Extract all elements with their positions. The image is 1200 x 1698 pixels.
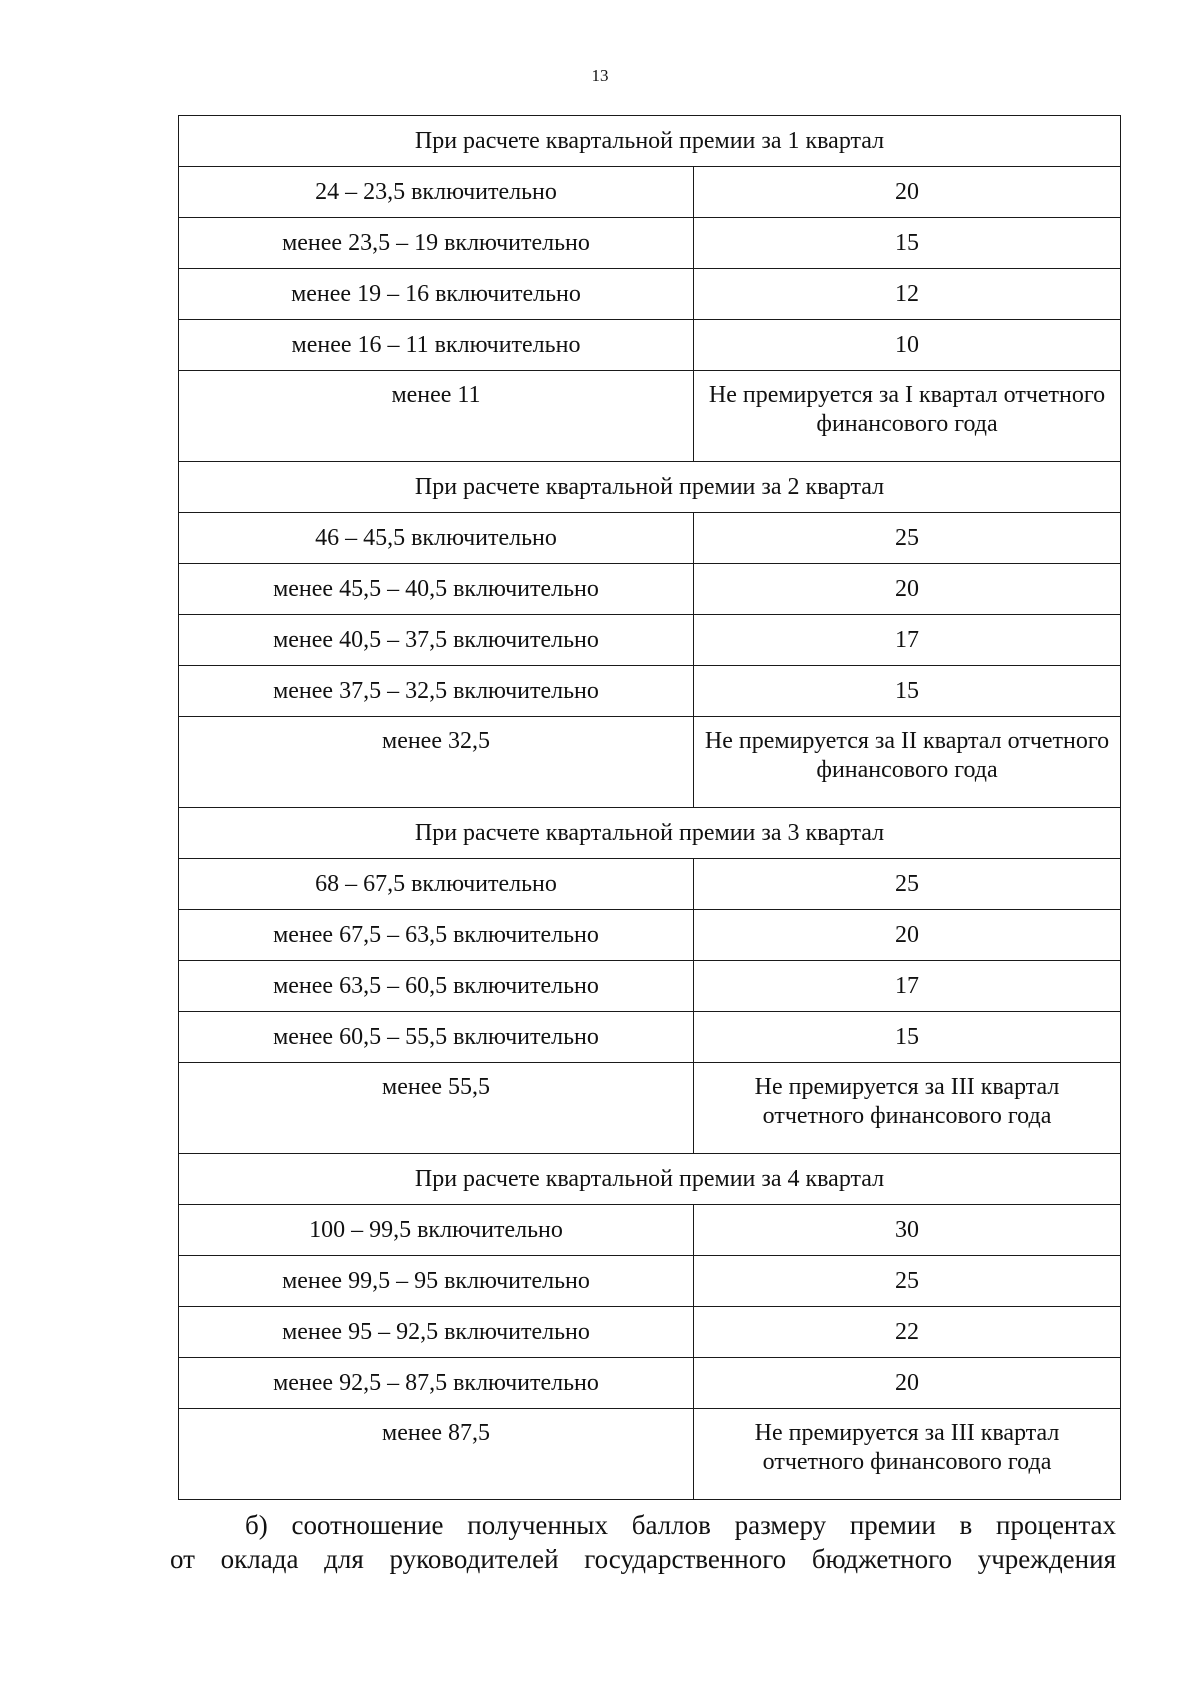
range-cell: менее 11 bbox=[179, 371, 694, 462]
range-cell: менее 23,5 – 19 включительно bbox=[179, 218, 694, 269]
range-cell: менее 45,5 – 40,5 включительно bbox=[179, 564, 694, 615]
range-cell: менее 95 – 92,5 включительно bbox=[179, 1307, 694, 1358]
section-header: При расчете квартальной премии за 3 квартал bbox=[179, 808, 1121, 859]
value-cell: 10 bbox=[694, 320, 1121, 371]
table-row bbox=[179, 218, 1121, 269]
footer-line-1: б) соотношение полученных баллов размеру премии в процентах bbox=[245, 1510, 1116, 1540]
table-row bbox=[179, 513, 1121, 564]
footer-line-2: от оклада для руководителей государственного бюджетного учреждения bbox=[170, 1544, 1116, 1574]
range-cell: менее 87,5 bbox=[179, 1409, 694, 1500]
section-header-row bbox=[179, 116, 1121, 167]
value-cell: 20 bbox=[694, 564, 1121, 615]
section-header: При расчете квартальной премии за 1 квартал bbox=[179, 116, 1121, 167]
section-header-row bbox=[179, 1154, 1121, 1205]
range-cell: менее 19 – 16 включительно bbox=[179, 269, 694, 320]
range-cell: 46 – 45,5 включительно bbox=[179, 513, 694, 564]
table-row bbox=[179, 910, 1121, 961]
premium-table bbox=[178, 115, 1121, 1500]
range-cell: менее 92,5 – 87,5 включительно bbox=[179, 1358, 694, 1409]
table-row bbox=[179, 615, 1121, 666]
range-cell: менее 55,5 bbox=[179, 1063, 694, 1154]
table-row bbox=[179, 269, 1121, 320]
value-cell: 15 bbox=[694, 666, 1121, 717]
range-cell: менее 67,5 – 63,5 включительно bbox=[179, 910, 694, 961]
value-cell: 22 bbox=[694, 1307, 1121, 1358]
value-cell: 30 bbox=[694, 1205, 1121, 1256]
value-cell: 15 bbox=[694, 218, 1121, 269]
range-cell: менее 60,5 – 55,5 включительно bbox=[179, 1012, 694, 1063]
value-cell: 15 bbox=[694, 1012, 1121, 1063]
value-cell: 17 bbox=[694, 615, 1121, 666]
value-cell: 25 bbox=[694, 859, 1121, 910]
value-cell: Не премируется за II квартал отчетного финансового года bbox=[694, 717, 1121, 808]
table-row bbox=[179, 564, 1121, 615]
range-cell: менее 63,5 – 60,5 включительно bbox=[179, 961, 694, 1012]
value-cell: 20 bbox=[694, 167, 1121, 218]
value-cell: 25 bbox=[694, 1256, 1121, 1307]
table-row bbox=[179, 320, 1121, 371]
value-cell: 25 bbox=[694, 513, 1121, 564]
page-number: 13 bbox=[591, 66, 609, 85]
value-cell: Не премируется за I квартал отчетного финансового года bbox=[694, 371, 1121, 462]
value-cell: 20 bbox=[694, 910, 1121, 961]
section-header-row bbox=[179, 462, 1121, 513]
table-row bbox=[179, 1358, 1121, 1409]
section-header-row bbox=[179, 808, 1121, 859]
table-row bbox=[179, 1063, 1121, 1154]
table-row bbox=[179, 1205, 1121, 1256]
value-cell: Не премируется за III квартал отчетного финансового года bbox=[694, 1063, 1121, 1154]
table-row bbox=[179, 859, 1121, 910]
range-cell: менее 99,5 – 95 включительно bbox=[179, 1256, 694, 1307]
value-cell: 12 bbox=[694, 269, 1121, 320]
table-row bbox=[179, 167, 1121, 218]
table-row bbox=[179, 1012, 1121, 1063]
footer-paragraph bbox=[170, 1508, 1116, 1576]
range-cell: менее 32,5 bbox=[179, 717, 694, 808]
range-cell: 68 – 67,5 включительно bbox=[179, 859, 694, 910]
table-row bbox=[179, 1409, 1121, 1500]
table-row bbox=[179, 666, 1121, 717]
section-header: При расчете квартальной премии за 2 квартал bbox=[179, 462, 1121, 513]
value-cell: 17 bbox=[694, 961, 1121, 1012]
range-cell: менее 40,5 – 37,5 включительно bbox=[179, 615, 694, 666]
table-row bbox=[179, 1256, 1121, 1307]
range-cell: менее 16 – 11 включительно bbox=[179, 320, 694, 371]
table-row bbox=[179, 961, 1121, 1012]
table-row bbox=[179, 717, 1121, 808]
range-cell: 100 – 99,5 включительно bbox=[179, 1205, 694, 1256]
range-cell: 24 – 23,5 включительно bbox=[179, 167, 694, 218]
table-row bbox=[179, 1307, 1121, 1358]
range-cell: менее 37,5 – 32,5 включительно bbox=[179, 666, 694, 717]
section-header: При расчете квартальной премии за 4 квартал bbox=[179, 1154, 1121, 1205]
table-row bbox=[179, 371, 1121, 462]
value-cell: Не премируется за III квартал отчетного финансового года bbox=[694, 1409, 1121, 1500]
value-cell: 20 bbox=[694, 1358, 1121, 1409]
